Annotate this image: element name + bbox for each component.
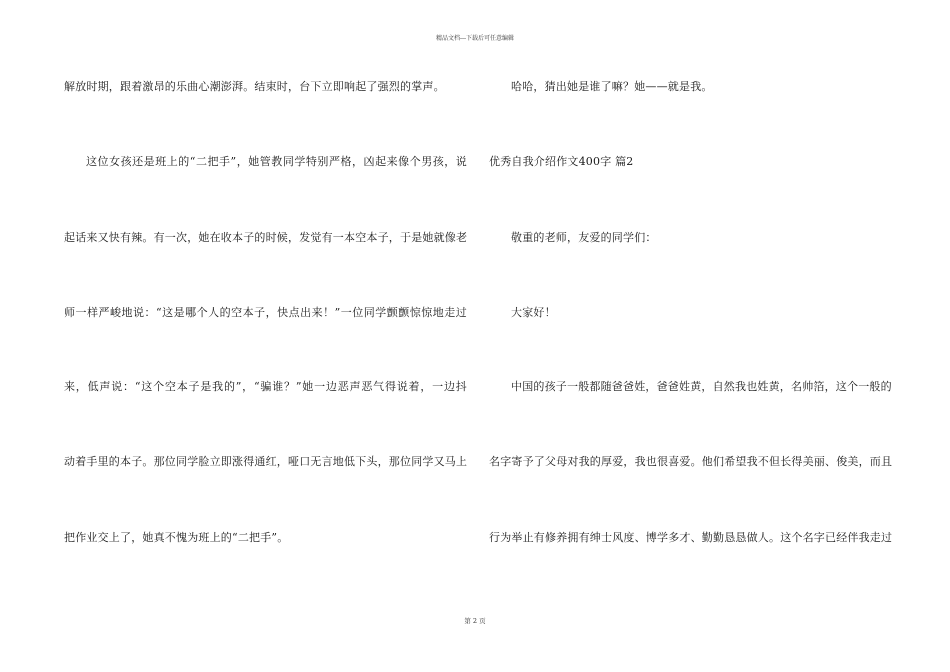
text-line: 把作业交上了，她真不愧为班上的“二把手”。 <box>64 531 289 544</box>
greeting-line: 敬重的老师，友爱的同学们： <box>511 231 657 244</box>
greeting-line: 大家好！ <box>511 306 556 319</box>
text-line: 来，低声说：“这个空本子是我的”，“骗谁？”她一边恶声恶气得说着，一边抖 <box>64 380 467 393</box>
text-line: 名字寄予了父母对我的厚爱，我也很喜爱。他们希望我不但长得美丽、俊美，而且 <box>489 455 893 468</box>
right-column <box>489 0 891 672</box>
text-line: 哈哈，猜出她是谁了嘛？她——就是我。 <box>511 80 713 93</box>
text-line: 起话来又快有辣。有一次，她在收本子的时候，发觉有一本空本子，于是她就像老 <box>64 231 468 244</box>
text-line: 行为举止有修养拥有绅士风度、博学多才、勤勤恳恳做人。这个名字已经伴我走过 <box>489 531 893 544</box>
page-header: 精品文档---下载后可任意编辑 <box>435 35 515 42</box>
text-line: 这位女孩还是班上的“二把手”，她管教同学特别严格，凶起来像个男孩，说 <box>86 155 467 168</box>
text-line: 解放时期，跟着激昂的乐曲心潮澎湃。结束时，台下立即响起了强烈的掌声。 <box>64 80 445 93</box>
text-line: 中国的孩子一般都随爸爸姓，爸爸姓黄，自然我也姓黄，名帅箔，这个一般的 <box>511 380 892 393</box>
page-number: 第 2 页 <box>464 617 486 625</box>
text-line: 师一样严峻地说：“这是哪个人的空本子，快点出来！”一位同学颤颤惊惊地走过 <box>64 306 467 319</box>
text-line: 动着手里的本子。那位同学脸立即涨得通红，哑口无言地低下头，那位同学又马上 <box>64 455 468 468</box>
section-heading: 优秀自我介绍作文400字 篇2 <box>489 155 634 168</box>
left-column <box>64 0 467 672</box>
